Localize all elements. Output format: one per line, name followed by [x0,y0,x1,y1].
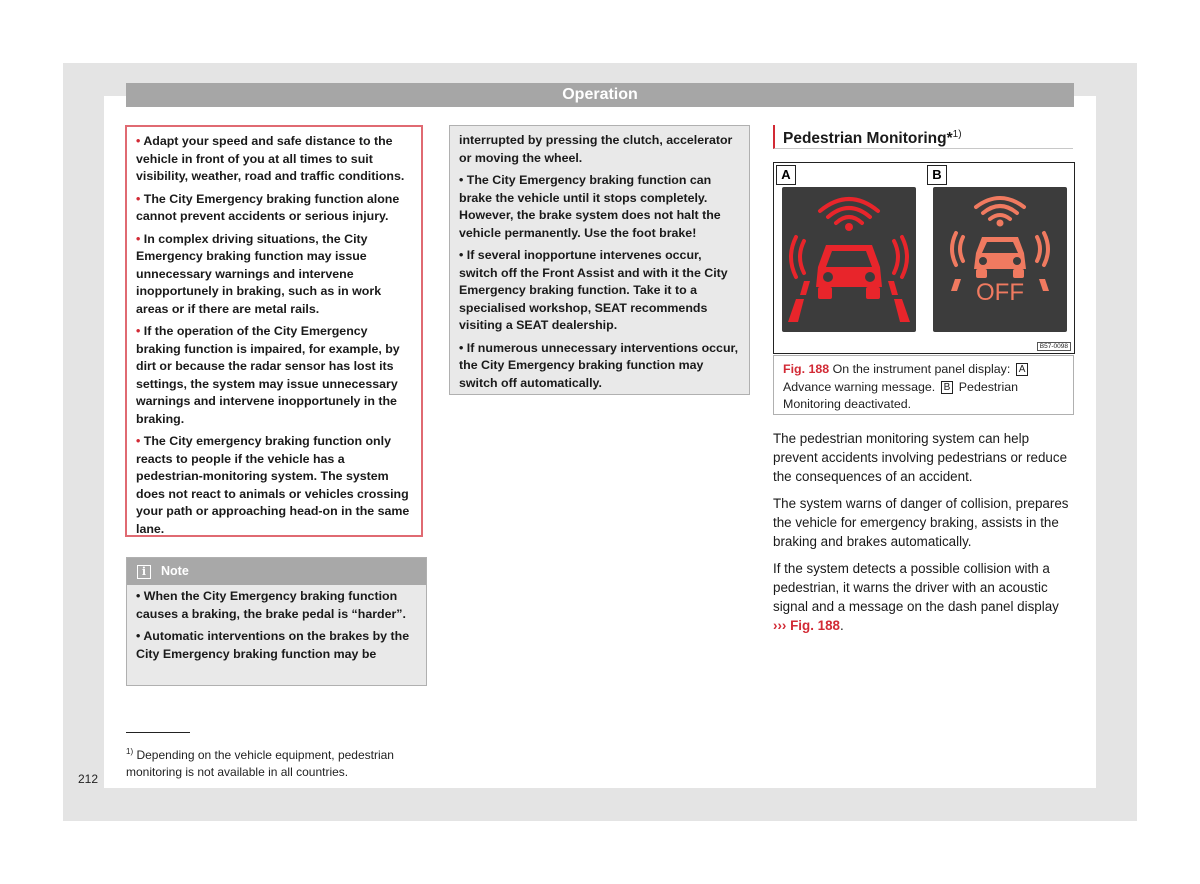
warning-item: • In complex driving situations, the City Emergency braking function may issue unnecessary warnings and intervene inopportunely in braking, such as in work areas or if there are metal rails. [136,231,382,316]
display-panel-a [782,187,916,332]
section-title: Pedestrian Monitoring*$^{1)}$ [773,125,1073,149]
footnote-rule [126,732,190,733]
warning-box [125,125,423,537]
off-label: OFF [976,279,1024,306]
note-header [127,558,426,585]
body-paragraph: If the system detects a possible collision with a pedestrian, it warns the driver with an acoustic signal and a message on the dash panel display ››› Fig. 188. [773,561,1059,633]
page-number: 212 [78,772,99,786]
figure-188 [773,162,1075,354]
figure-code: B57-0098 [1037,342,1071,351]
bullet-icon: • [136,134,141,148]
warning-item: • The City Emergency braking function alone cannot prevent accidents or serious injury. [136,191,400,223]
bullet-icon: • [136,629,141,643]
continued-intro: interrupted by pressing the clutch, accelerator or moving the wheel. [459,133,733,165]
note-item: • Automatic interventions on the brakes by the City Emergency braking function may be [136,629,410,661]
body-paragraph: The system warns of danger of collision, prepares the vehicle for emergency braking, assists in the braking and brakes automatically. [773,496,1069,549]
bullet-icon: • [459,340,464,355]
bullet-icon: • [136,191,141,206]
bullet-icon: • [459,248,464,262]
section-header: Operation [126,83,1074,107]
bullet-icon: • [136,589,141,603]
display-panel-b [933,187,1067,332]
continued-item: • If several inopportune intervenes occur, switch off the Front Assist and with it the City Emergency braking function. Take it to a specialised workshop, SEAT recommends visiting a SEAT dealership. [459,248,728,332]
bullet-icon: • [136,324,141,338]
warning-item: • The City emergency braking function only reacts to people if the vehicle has a pedestrian-monitoring system. The system does not react to animals or vehicles crossing your path or approaching head-on in the same lane. [136,434,410,536]
note-box [126,557,427,686]
pedestrian-warning-icon [782,187,916,332]
figure-caption: Fig. 188 On the instrument panel display: A Advance warning message. B Pedestrian Monitoring deactivated. [773,355,1074,415]
key-b-icon: B [941,381,954,394]
note-item: • When the City Emergency braking function causes a braking, the brake pedal is “harder”. [136,589,406,621]
warning-item: • If the operation of the City Emergency braking function is impaired, for example, by dirt or because the radar sensor has lost its settings, the system may issue unnecessary warnings and intervene inopportunely in the braking. [136,324,400,426]
panel-label-b: B [927,165,947,185]
continued-item: • If numerous unnecessary interventions occur, the City Emergency braking function may switch off automatically. [459,340,739,390]
bullet-icon: • [459,173,464,187]
info-icon: i [137,565,151,579]
continued-item: • The City Emergency braking function can brake the vehicle until it stops completely. However, the brake system does not halt the vehicle permanently. Use the foot brake! [459,173,721,240]
warning-item: • Adapt your speed and safe distance to the vehicle in front of you at all times to suit visibility, weather, road and traffic conditions. [136,134,405,183]
figure-reference-link[interactable]: ››› Fig. 188 [773,618,840,633]
pedestrian-monitoring-off-icon [933,187,1067,332]
bullet-icon: • [136,231,141,246]
bullet-icon: • [136,434,141,448]
note-body [127,585,426,663]
panel-label-a: A [776,165,796,185]
footnote: $^{1)}$ Depending on the vehicle equipment, pedestrian monitoring is not available in all countries. [126,747,394,779]
continued-note-box [449,125,750,395]
note-title: Note [161,564,189,578]
body-paragraph: The pedestrian monitoring system can help prevent accidents involving pedestrians or reduce the consequences of an accident. [773,431,1068,484]
body-text [773,429,1075,643]
key-a-icon: A [1016,363,1029,376]
